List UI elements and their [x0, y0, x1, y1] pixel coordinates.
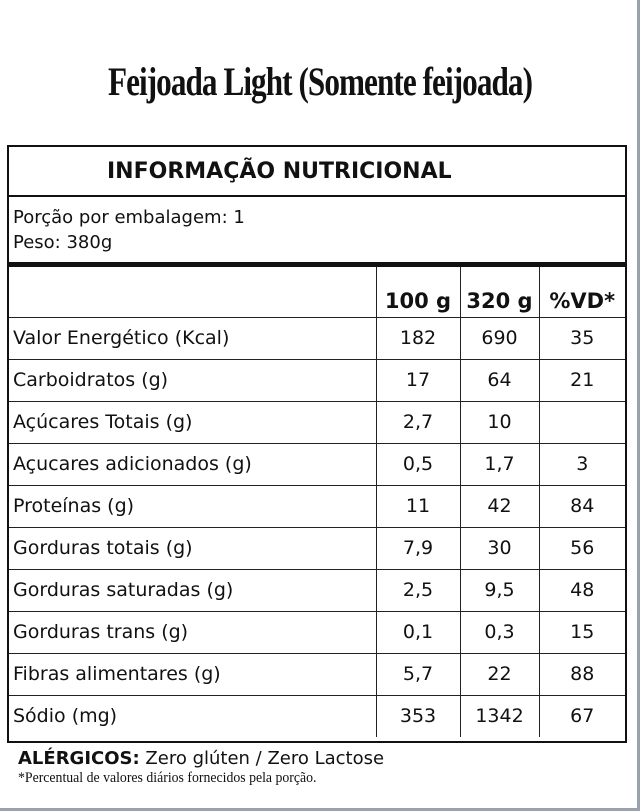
footnote: *Percentual de valores diários fornecidos pela porção. [18, 770, 317, 786]
value-100g: 11 [376, 485, 460, 527]
column-header-nutrient [9, 267, 376, 317]
nutrient-name: Sódio (mg) [9, 695, 376, 737]
value-100g: 2,5 [376, 569, 460, 611]
nutrient-name: Gorduras saturadas (g) [9, 569, 376, 611]
value-320g: 30 [460, 527, 539, 569]
value-100g: 353 [376, 695, 460, 737]
allergens-label: ALÉRGICOS: [18, 748, 140, 769]
portion-per-package: Porção por embalagem: 1 [13, 207, 245, 228]
table-row [9, 653, 625, 695]
table-header-row [9, 267, 625, 317]
nutrient-name: Gorduras totais (g) [9, 527, 376, 569]
value-vd: 84 [539, 485, 625, 527]
column-header-100g: 100 g [376, 267, 460, 317]
value-vd [539, 401, 625, 443]
value-320g: 0,3 [460, 611, 539, 653]
value-320g: 1,7 [460, 443, 539, 485]
table-row [9, 401, 625, 443]
nutrient-name: Carboidratos (g) [9, 359, 376, 401]
allergens-text: Zero glúten / Zero Lactose [139, 748, 385, 769]
table-row [9, 695, 625, 737]
column-header-vd: %VD* [539, 267, 625, 317]
table-row [9, 527, 625, 569]
value-100g: 2,7 [376, 401, 460, 443]
nutrient-name: Valor Energético (Kcal) [9, 317, 376, 359]
nutrient-name: Açúcares Totais (g) [9, 401, 376, 443]
table-row [9, 359, 625, 401]
product-title: Feijoada Light (Somente feijoada) [107, 59, 533, 104]
table-row [9, 317, 625, 359]
value-100g: 0,1 [376, 611, 460, 653]
value-100g: 5,7 [376, 653, 460, 695]
value-vd: 3 [539, 443, 625, 485]
value-vd: 35 [539, 317, 625, 359]
value-vd: 56 [539, 527, 625, 569]
value-vd: 48 [539, 569, 625, 611]
value-320g: 9,5 [460, 569, 539, 611]
value-vd: 88 [539, 653, 625, 695]
footer [18, 748, 618, 787]
value-320g: 10 [460, 401, 539, 443]
value-320g: 22 [460, 653, 539, 695]
nutrient-name: Fibras alimentares (g) [9, 653, 376, 695]
value-vd: 15 [539, 611, 625, 653]
nutrient-name: Gorduras trans (g) [9, 611, 376, 653]
table-row [9, 443, 625, 485]
portion-info [9, 197, 625, 267]
value-100g: 7,9 [376, 527, 460, 569]
table-row [9, 569, 625, 611]
table-row [9, 485, 625, 527]
value-320g: 64 [460, 359, 539, 401]
nutrient-name: Proteínas (g) [9, 485, 376, 527]
nutrition-label [7, 145, 627, 743]
nutrient-name: Açucares adicionados (g) [9, 443, 376, 485]
value-320g: 690 [460, 317, 539, 359]
value-vd: 21 [539, 359, 625, 401]
allergens-line [18, 748, 618, 769]
column-header-320g: 320 g [460, 267, 539, 317]
table-row [9, 611, 625, 653]
value-vd: 67 [539, 695, 625, 737]
value-320g: 42 [460, 485, 539, 527]
value-100g: 0,5 [376, 443, 460, 485]
portion-weight: Peso: 380g [13, 232, 113, 253]
value-320g: 1342 [460, 695, 539, 737]
nutrition-heading: INFORMAÇÃO NUTRICIONAL [9, 147, 625, 197]
value-100g: 17 [376, 359, 460, 401]
nutrition-table [9, 267, 625, 737]
value-100g: 182 [376, 317, 460, 359]
